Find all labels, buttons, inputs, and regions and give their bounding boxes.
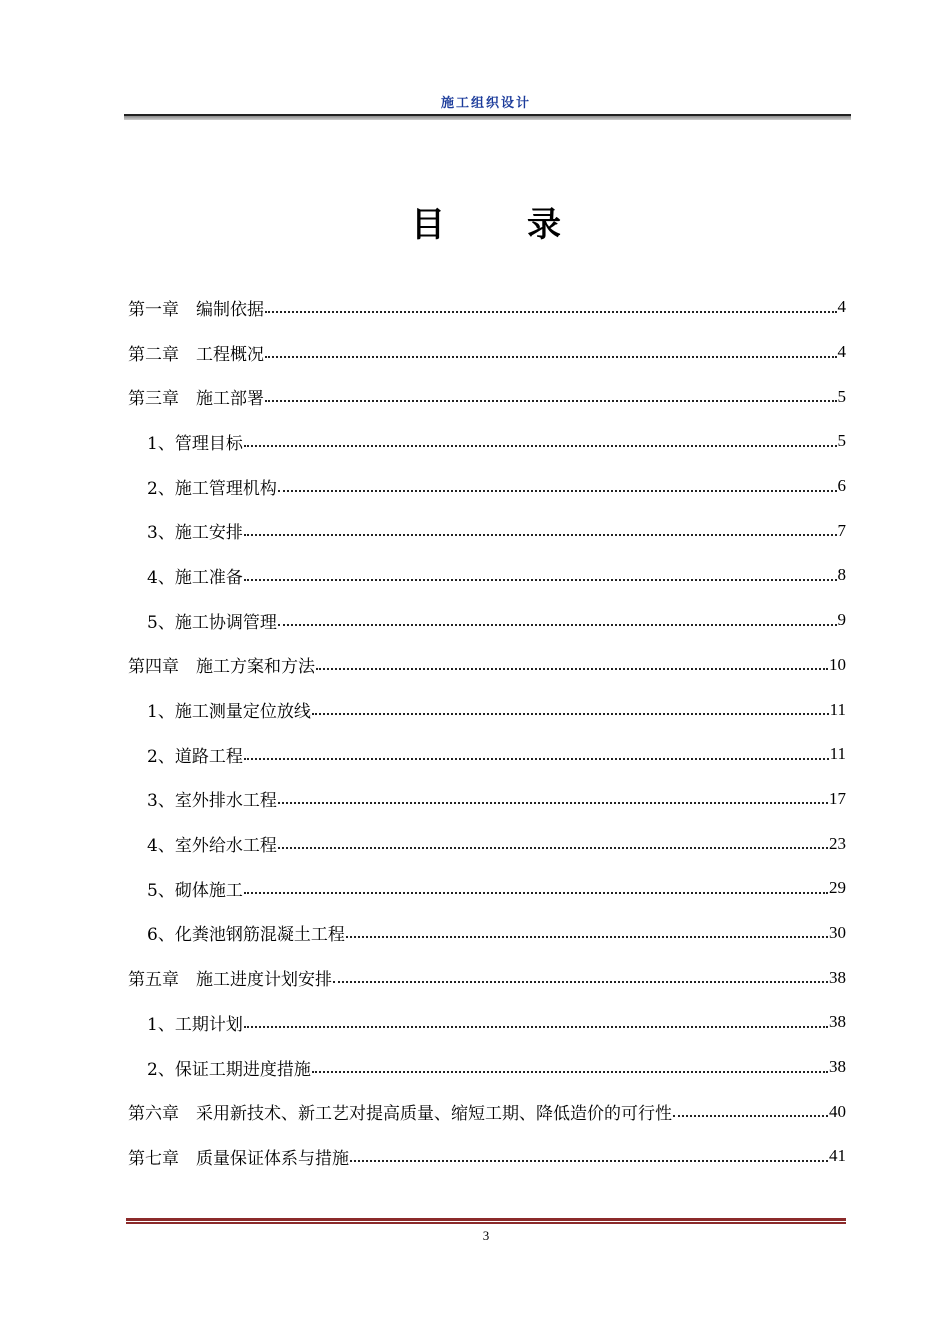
toc-subsection-entry[interactable] <box>128 866 846 911</box>
toc-dot-leader <box>244 757 829 760</box>
toc-dot-leader <box>350 1159 828 1162</box>
toc-title <box>0 197 950 246</box>
toc-entry-label: 2、道路工程 <box>147 746 243 767</box>
toc-subsection-entry[interactable] <box>128 464 846 509</box>
header-divider <box>124 114 851 120</box>
toc-subsection-entry[interactable] <box>128 732 846 777</box>
toc-dot-leader <box>346 935 828 938</box>
toc-entry-page: 11 <box>829 744 846 764</box>
toc-entry-page: 40 <box>829 1101 846 1121</box>
toc-entry-label: 1、工期计划 <box>147 1014 243 1035</box>
toc-entry-label: 3、室外排水工程 <box>147 791 277 812</box>
toc-entry-page: 38 <box>829 1012 846 1032</box>
toc-dot-leader <box>278 801 828 804</box>
toc-entry-page: 8 <box>837 565 846 585</box>
toc-entry-page: 4 <box>837 297 846 317</box>
toc-subsection-entry[interactable] <box>128 553 846 598</box>
toc-subsection-entry[interactable] <box>128 598 846 643</box>
toc-entry-page: 38 <box>829 967 846 987</box>
toc-subsection-entry[interactable] <box>128 508 846 553</box>
toc-subsection-entry[interactable] <box>128 419 846 464</box>
toc-dot-leader <box>244 1025 828 1028</box>
toc-subsection-entry[interactable] <box>128 1045 846 1090</box>
toc-entry-label: 第五章 施工进度计划安排 <box>128 970 332 991</box>
footer-divider <box>126 1218 846 1224</box>
toc-entry-page: 4 <box>837 342 846 362</box>
toc-dot-leader <box>312 1070 828 1073</box>
toc-subsection-entry[interactable] <box>128 687 846 732</box>
toc-entry-label: 第六章 采用新技术、新工艺对提高质量、缩短工期、降低造价的可行性 <box>128 1104 672 1125</box>
toc-entry-page: 11 <box>829 699 846 719</box>
toc-dot-leader <box>244 578 837 581</box>
toc-chapter-entry[interactable] <box>128 1134 846 1179</box>
toc-chapter-entry[interactable] <box>128 285 846 330</box>
toc-entry-label: 第三章 施工部署 <box>128 389 264 410</box>
toc-entry-page: 10 <box>829 654 846 674</box>
toc-entry-label: 3、施工安排 <box>147 523 243 544</box>
toc-entry-label: 2、保证工期进度措施 <box>147 1059 311 1080</box>
toc-dot-leader <box>316 667 828 670</box>
toc-entry-page: 5 <box>837 431 846 451</box>
toc-dot-leader <box>265 355 837 358</box>
toc-subsection-entry[interactable] <box>128 777 846 822</box>
toc-chapter-entry[interactable] <box>128 374 846 419</box>
toc-chapter-entry[interactable] <box>128 1089 846 1134</box>
toc-entry-label: 4、施工准备 <box>147 567 243 588</box>
toc-dot-leader <box>278 623 837 626</box>
toc-entry-page: 6 <box>837 476 846 496</box>
toc-dot-leader <box>278 489 837 492</box>
toc-dot-leader <box>333 980 828 983</box>
toc-entry-page: 23 <box>829 833 846 853</box>
toc-entry-label: 5、施工协调管理 <box>147 612 277 633</box>
header-title: 施工组织设计 <box>440 96 531 111</box>
toc-dot-leader <box>265 399 837 402</box>
toc-subsection-entry[interactable] <box>128 911 846 956</box>
toc-dot-leader <box>244 891 828 894</box>
toc-chapter-entry[interactable] <box>128 955 846 1000</box>
toc-dot-leader <box>312 712 829 715</box>
toc-dot-leader <box>265 310 837 313</box>
toc-dot-leader <box>278 846 828 849</box>
toc-subsection-entry[interactable] <box>128 821 846 866</box>
toc-entry-page: 7 <box>837 520 846 540</box>
toc-entry-page: 9 <box>837 610 846 630</box>
toc-entry-label: 1、施工测量定位放线 <box>147 702 311 723</box>
toc-entry-label: 6、化粪池钢筋混凝土工程 <box>147 925 345 946</box>
toc-entry-page: 17 <box>829 788 846 808</box>
toc-entry-label: 第一章 编制依据 <box>128 299 264 320</box>
toc-dot-leader <box>244 533 837 536</box>
toc-title-char-2: 录 <box>527 205 561 245</box>
page-number: 3 <box>482 1228 490 1243</box>
toc-dot-leader <box>244 444 837 447</box>
toc-entry-label: 5、砌体施工 <box>147 880 243 901</box>
toc-entry-label: 2、施工管理机构 <box>147 478 277 499</box>
toc-entry-page: 5 <box>837 386 846 406</box>
toc-entry-label: 4、室外给水工程 <box>147 836 277 857</box>
toc-chapter-entry[interactable] <box>128 643 846 688</box>
toc-title-char-1: 目 <box>411 205 445 245</box>
toc-chapter-entry[interactable] <box>128 330 846 375</box>
toc-entry-page: 41 <box>829 1146 846 1166</box>
toc-subsection-entry[interactable] <box>128 1000 846 1045</box>
toc-entry-label: 第七章 质量保证体系与措施 <box>128 1148 349 1169</box>
toc-dot-leader <box>673 1114 828 1117</box>
toc-entry-label: 1、管理目标 <box>147 433 243 454</box>
toc-entry-page: 29 <box>829 878 846 898</box>
toc-entry-page: 38 <box>829 1057 846 1077</box>
toc-entry-label: 第四章 施工方案和方法 <box>128 657 315 678</box>
toc-entry-page: 30 <box>829 922 846 942</box>
toc-entry-label: 第二章 工程概况 <box>128 344 264 365</box>
table-of-contents <box>128 285 846 1179</box>
